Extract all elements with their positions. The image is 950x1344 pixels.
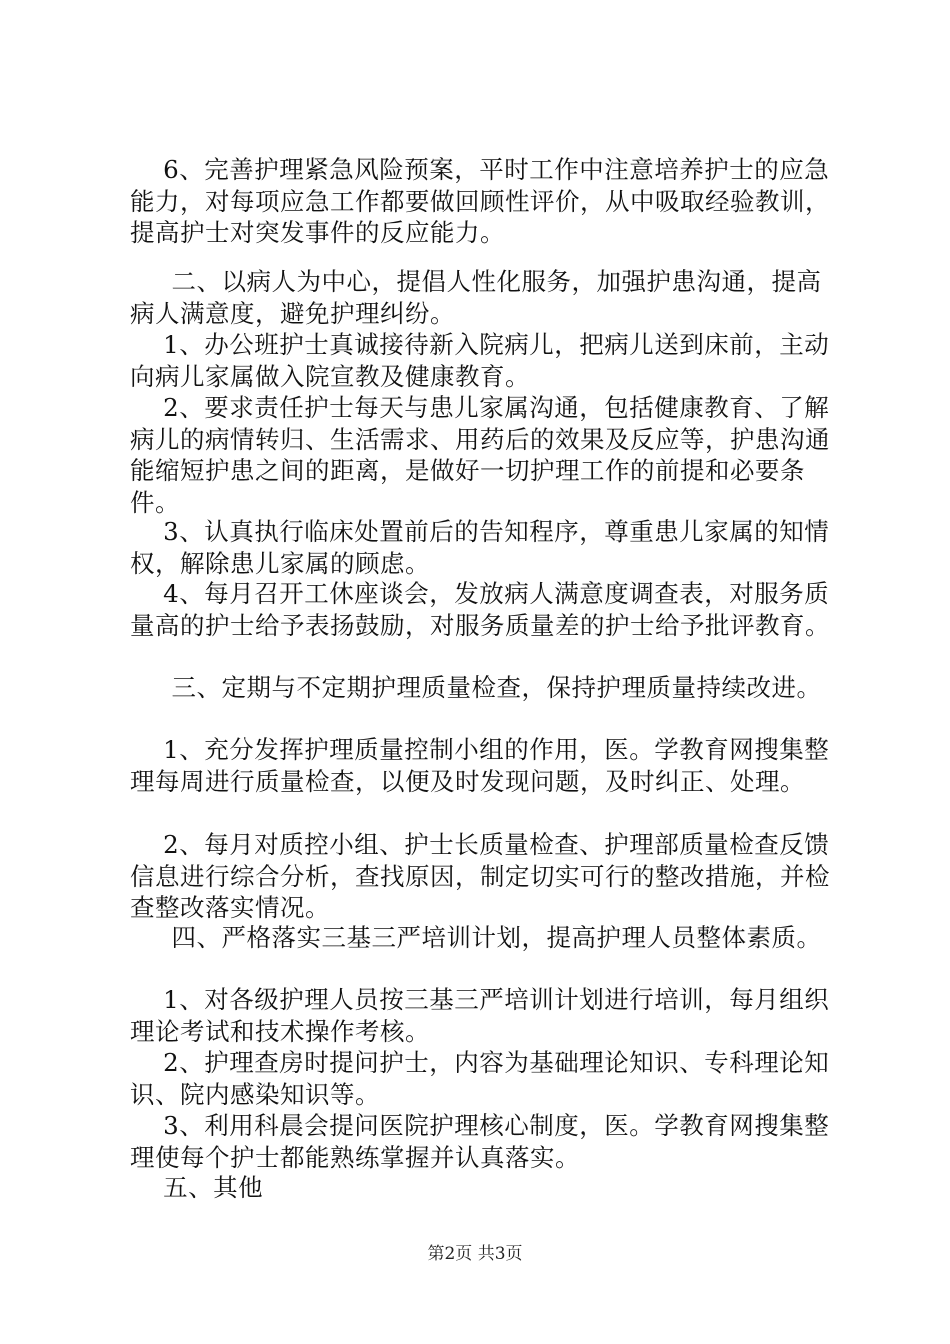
section-heading-4: 四、严格落实三基三严培训计划，提高护理人员整体素质。 (130, 923, 822, 952)
paragraph-3-1: 1、充分发挥护理质量控制小组的作用，医。学教育网搜集整理每周进行质量检查，以便及时发现问题，及时纠正、处理。 (130, 735, 830, 796)
section-heading-3: 三、定期与不定期护理质量检查，保持护理质量持续改进。 (130, 673, 822, 702)
paragraph-2-2: 2、要求责任护士每天与患儿家属沟通，包括健康教育、了解病儿的病情转归、生活需求、用药后的效果及反应等，护患沟通能缩短护患之间的距离，是做好一切护理工作的前提和必要条件。 (130, 393, 830, 517)
section-heading-5: 五、其他 (130, 1173, 264, 1202)
paragraph-3-2: 2、每月对质控小组、护士长质量检查、护理部质量检查反馈信息进行综合分析，查找原因，制定切实可行的整改措施，并检查整改落实情况。 (130, 830, 830, 922)
paragraph-4-3: 3、利用科晨会提问医院护理核心制度，医。学教育网搜集整理使每个护士都能熟练掌握并认真落实。 (130, 1111, 830, 1172)
page-footer: 第2页 共3页 (427, 1244, 523, 1264)
paragraph-emergency-plan: 6、完善护理紧急风险预案，平时工作中注意培养护士的应急能力，对每项应急工作都要做回顾性评价，从中吸取经验教训，提高护士对突发事件的反应能力。 (130, 155, 830, 247)
paragraph-2-3: 3、认真执行临床处置前后的告知程序，尊重患儿家属的知情权，解除患儿家属的顾虑。 (130, 517, 830, 578)
paragraph-2-4: 4、每月召开工休座谈会，发放病人满意度调查表，对服务质量高的护士给予表扬鼓励，对服务质量差的护士给予批评教育。 (130, 579, 830, 640)
paragraph-4-2: 2、护理查房时提问护士，内容为基础理论知识、专科理论知识、院内感染知识等。 (130, 1048, 830, 1109)
paragraph-4-1: 1、对各级护理人员按三基三严培训计划进行培训，每月组织理论考试和技术操作考核。 (130, 985, 830, 1046)
section-heading-2: 二、以病人为中心，提倡人性化服务，加强护患沟通，提高病人满意度，避免护理纠纷。 (130, 267, 822, 328)
paragraph-2-1: 1、办公班护士真诚接待新入院病儿，把病儿送到床前，主动向病儿家属做入院宣教及健康教育。 (130, 330, 830, 391)
